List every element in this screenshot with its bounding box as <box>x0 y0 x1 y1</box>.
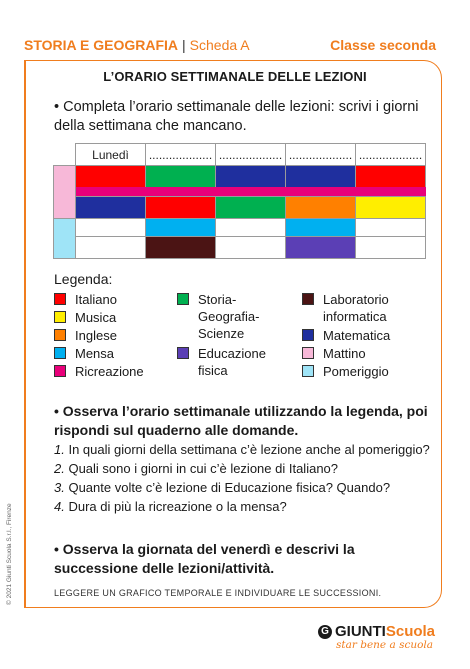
legend-label: Mensa <box>75 346 115 361</box>
giunti-g-icon: G <box>318 625 332 639</box>
logo-tagline: star bene a scuola <box>336 639 434 651</box>
question-item <box>54 478 439 497</box>
schedule-cell <box>215 196 286 219</box>
question-item <box>54 459 439 478</box>
question-number: 4. <box>54 499 65 514</box>
schedule-cell <box>145 236 216 259</box>
schedule-cell <box>355 236 426 259</box>
legend-swatch <box>302 329 314 341</box>
legend-swatch <box>54 329 66 341</box>
instruction-friday: • Osserva la giornata del venerdì e descrivi la successione delle lezioni/attività. <box>54 541 355 576</box>
question-item <box>54 440 439 459</box>
schedule-cell <box>285 196 356 219</box>
question-text: Quali sono i giorni in cui c’è lezione di Italiano? <box>64 461 339 476</box>
schedule-cell <box>355 196 426 219</box>
legend-swatch <box>177 293 189 305</box>
question-number: 2. <box>54 461 65 476</box>
publisher-logo <box>318 623 438 651</box>
instruction-complete-schedule: • Completa l’orario settimanale delle lezioni: scrivi i giorni della settimana che mancano. <box>54 99 419 134</box>
schedule-cell <box>215 165 286 188</box>
legend-label: Storia- Geografia- Scienze <box>198 292 260 341</box>
legend-swatch <box>54 293 66 305</box>
legend-label: Educazione fisica <box>198 346 266 378</box>
day-header-5[interactable]: ................... <box>355 143 426 166</box>
question-text: Quante volte c’è lezione di Educazione fisica? Quando? <box>64 480 391 495</box>
logo-brand-accent: Scuola <box>385 623 436 640</box>
question-number: 1. <box>54 442 65 457</box>
legend-title: Legenda: <box>54 271 113 287</box>
legend-swatch <box>302 293 314 305</box>
morning-side-bar <box>53 165 76 219</box>
legend-label: Italiano <box>75 292 117 307</box>
question-item <box>54 497 439 516</box>
questions-heading: • Osserva l’orario settimanale utilizzando la legenda, poi rispondi sul quaderno alle domande. <box>54 403 428 438</box>
legend-swatch <box>302 365 314 377</box>
footer-objective: LEGGERE UN GRAFICO TEMPORALE E INDIVIDUARE LE SUCCESSIONI. <box>54 588 382 598</box>
schedule-cell <box>75 196 146 219</box>
schedule-cell <box>145 218 216 237</box>
schedule-cell <box>145 196 216 219</box>
logo-brand: GIUNTI <box>335 623 386 640</box>
legend-swatch <box>54 365 66 377</box>
question-text: In quali giorni della settimana c’è lezione anche al pomeriggio? <box>64 442 430 457</box>
header-class-label: Classe seconda <box>330 37 436 53</box>
page-header <box>24 37 436 57</box>
legend-label: Mattino <box>323 346 366 361</box>
legend-label: Laboratorio informatica <box>323 292 389 324</box>
day-header-4[interactable]: ................... <box>285 143 356 166</box>
questions-list <box>54 440 439 516</box>
legend-label: Ricreazione <box>75 364 144 379</box>
legend-label: Matematica <box>323 328 391 343</box>
questions-block <box>54 402 439 516</box>
legend-label: Musica <box>75 310 117 325</box>
schedule-cell <box>355 218 426 237</box>
content-frame-left-edge <box>24 60 26 608</box>
schedule-cell <box>75 218 146 237</box>
schedule-cell <box>285 165 356 188</box>
schedule-cell <box>215 218 286 237</box>
legend-label: Pomeriggio <box>323 364 389 379</box>
legend-label: Inglese <box>75 328 117 343</box>
schedule-cell <box>285 236 356 259</box>
afternoon-side-bar <box>53 218 76 259</box>
day-header-1: Lunedì <box>75 143 146 166</box>
question-number: 3. <box>54 480 65 495</box>
legend-swatch <box>177 347 189 359</box>
schedule-cell <box>75 236 146 259</box>
day-header-3[interactable]: ................... <box>215 143 286 166</box>
page-title: L’ORARIO SETTIMANALE DELLE LEZIONI <box>103 69 367 84</box>
schedule-cell <box>215 236 286 259</box>
schedule-cell <box>145 165 216 188</box>
header-subject: STORIA E GEOGRAFIA | Scheda A <box>24 37 250 53</box>
legend-swatch <box>302 347 314 359</box>
legend-swatch <box>54 311 66 323</box>
schedule-cell <box>75 165 146 188</box>
day-header-2[interactable]: ................... <box>145 143 216 166</box>
copyright-text: © 2021 Giunti Scuola S.r.l., Firenze <box>6 503 13 605</box>
question-text: Dura di più la ricreazione o la mensa? <box>64 499 287 514</box>
legend-swatch <box>54 347 66 359</box>
schedule-cell <box>355 165 426 188</box>
schedule-cell <box>285 218 356 237</box>
